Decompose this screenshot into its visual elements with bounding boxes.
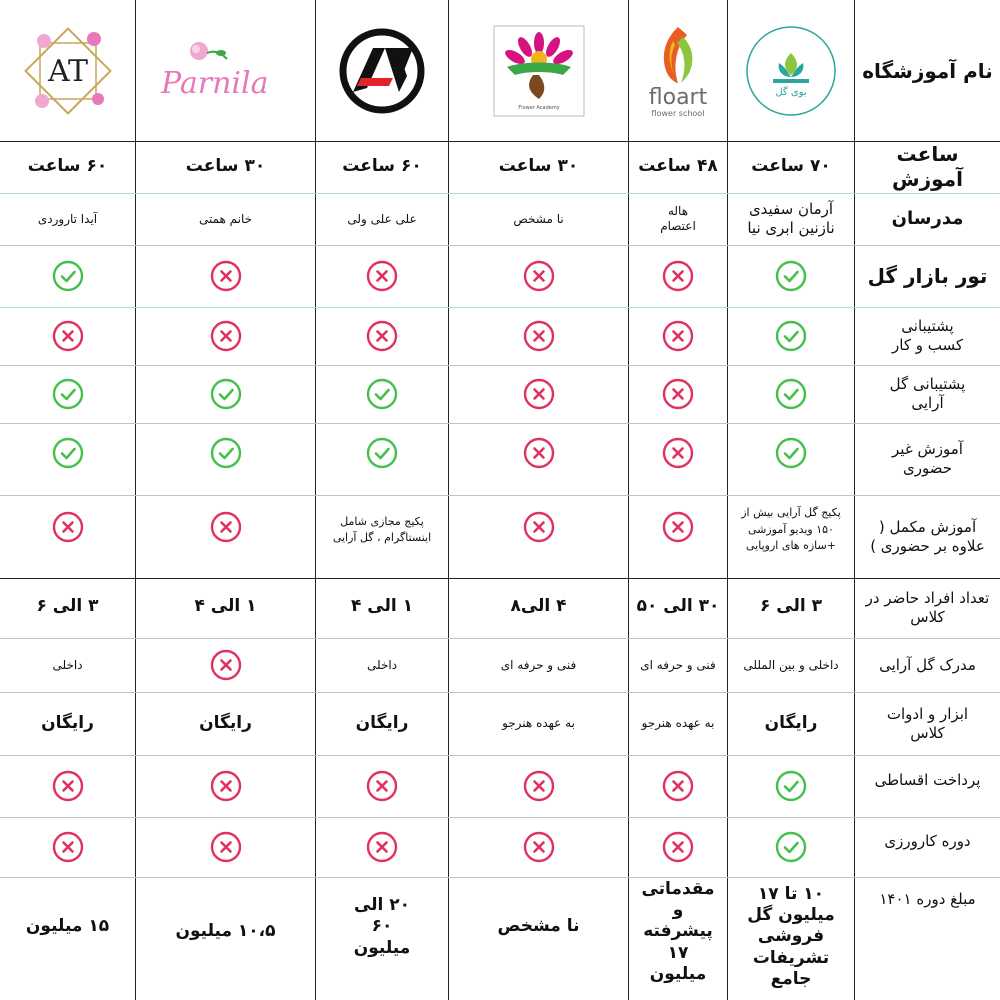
- status-cell: [449, 495, 628, 559]
- row-label-arrangement: پشتیبانی گل آرایی: [889, 375, 966, 412]
- cross-icon: [523, 437, 555, 469]
- status-cell: [629, 307, 727, 365]
- svg-text:بوی گل: بوی گل: [775, 86, 807, 98]
- status-cell: [629, 245, 727, 307]
- cross-icon: [662, 320, 694, 352]
- cross-icon: [366, 320, 398, 352]
- extra-cell: پکیج مجازی شامل اینستاگرام ، گل آرایی: [332, 514, 432, 544]
- svg-text:AT: AT: [47, 53, 88, 89]
- status-cell: [316, 423, 448, 483]
- status-cell: [316, 755, 448, 817]
- cross-icon: [210, 770, 242, 802]
- price-cell: نا مشخص: [497, 916, 580, 937]
- check-icon: [52, 437, 84, 469]
- price-cell: ۲۰ الی ۶۰ میلیون: [353, 895, 411, 958]
- row-label-hours: ساعت آموزش: [892, 142, 963, 191]
- row-label-extra: آموزش مکمل ( علاوه بر حضوری ): [870, 517, 985, 555]
- status-cell: [449, 365, 628, 423]
- check-icon: [210, 437, 242, 469]
- status-cell: [316, 817, 448, 877]
- price-cell: ۱۰ تا ۱۷ میلیون گل فروشی تشریفات جامع: [747, 883, 835, 989]
- row-label-certificate: مدرک گل آرایی: [879, 655, 976, 674]
- cross-icon: [366, 831, 398, 863]
- status-cell: [449, 307, 628, 365]
- status-cell: [316, 307, 448, 365]
- status-cell: [449, 423, 628, 483]
- hours-cell: ۶۰ ساعت: [27, 156, 108, 177]
- status-cell: [0, 307, 135, 365]
- teacher-cell: خانم همتی: [198, 211, 253, 226]
- status-cell: [629, 817, 727, 877]
- status-cell: [728, 755, 854, 817]
- status-cell: [449, 817, 628, 877]
- check-icon: [775, 378, 807, 410]
- tools-cell: به عهده هنرجو: [641, 716, 715, 730]
- row-label-online: آموزش غیر حضوری: [892, 440, 963, 477]
- cross-icon: [523, 511, 555, 543]
- status-cell: [728, 423, 854, 483]
- status-cell: [728, 245, 854, 307]
- status-cell: [728, 365, 854, 423]
- check-icon: [775, 831, 807, 863]
- tools-cell: رایگان: [764, 712, 818, 733]
- cross-icon: [52, 511, 84, 543]
- row-label-people: تعداد افراد حاضر در کلاس: [865, 589, 990, 626]
- check-icon: [210, 378, 242, 410]
- certificate-cell: داخلی: [52, 657, 83, 672]
- hours-cell: ۳۰ ساعت: [498, 156, 579, 177]
- row-label-business: پشتیبانی کسب و کار: [892, 317, 963, 354]
- check-icon: [775, 437, 807, 469]
- status-cell: [629, 423, 727, 483]
- cross-icon: [662, 378, 694, 410]
- status-cell: [316, 365, 448, 423]
- certificate-cell: داخلی: [366, 657, 398, 672]
- floart-logo: [629, 0, 727, 141]
- av-logo: [316, 0, 448, 141]
- extra-cell: پکیج گل آرایی بیش از ۱۵۰ ویدیو آموزشی +سازه های اروپایی: [741, 506, 841, 553]
- teacher-cell: آیدا تاروردی: [37, 211, 98, 226]
- people-cell: ۱ الی ۴: [194, 596, 257, 616]
- check-icon: [366, 378, 398, 410]
- status-cell: [0, 423, 135, 483]
- teacher-cell: نا مشخص: [513, 211, 564, 226]
- certificate-cell: داخلی و بین المللی: [743, 657, 839, 672]
- cross-icon: [210, 649, 242, 681]
- status-cell: [449, 755, 628, 817]
- cross-icon: [523, 320, 555, 352]
- status-cell: [136, 423, 315, 483]
- hours-cell: ۷۰ ساعت: [751, 156, 831, 177]
- status-cell: [0, 365, 135, 423]
- check-icon: [775, 320, 807, 352]
- status-cell: [136, 755, 315, 817]
- check-icon: [775, 260, 807, 292]
- cross-icon: [366, 770, 398, 802]
- status-cell: [136, 307, 315, 365]
- svg-text:Flower Academy: Flower Academy: [517, 104, 560, 111]
- teacher-cell: آرمان سفیدی نازنین ابری نیا: [747, 200, 835, 237]
- cross-icon: [662, 831, 694, 863]
- status-cell: [0, 817, 135, 877]
- cross-icon: [52, 831, 84, 863]
- at-logo: [0, 0, 135, 141]
- cross-icon: [52, 320, 84, 352]
- cross-icon: [52, 770, 84, 802]
- price-cell: ۱۵ میلیون: [25, 916, 110, 937]
- status-cell: [629, 365, 727, 423]
- check-icon: [52, 260, 84, 292]
- floart-subtitle: flower school: [651, 109, 705, 118]
- status-cell: [136, 245, 315, 307]
- status-cell: [629, 755, 727, 817]
- status-cell: [136, 365, 315, 423]
- cross-icon: [210, 260, 242, 292]
- cross-icon: [366, 260, 398, 292]
- people-cell: ۳۰ الی ۵۰: [636, 596, 720, 616]
- row-label-internship: دوره کارورزی: [884, 831, 971, 850]
- tools-cell: به عهده هنرجو: [502, 716, 575, 730]
- header-label: نام آموزشگاه: [862, 58, 993, 83]
- certificate-cell: فنی و حرفه ای: [640, 657, 716, 672]
- check-icon: [775, 770, 807, 802]
- cross-icon: [662, 770, 694, 802]
- price-cell: مقدماتی و پیشرفته ۱۷ میلیون: [641, 878, 715, 984]
- status-cell: [136, 495, 315, 559]
- booy-gol-logo: [728, 0, 854, 141]
- cross-icon: [523, 378, 555, 410]
- tools-cell: رایگان: [41, 712, 94, 733]
- status-cell: [136, 817, 315, 877]
- tools-cell: رایگان: [199, 712, 252, 733]
- floart-wordmark: floart: [648, 85, 708, 110]
- cross-icon: [662, 511, 694, 543]
- cross-icon: [523, 770, 555, 802]
- cross-icon: [662, 437, 694, 469]
- people-cell: ۳ الی ۶: [36, 596, 99, 616]
- row-label-price: مبلغ دوره ۱۴۰۱: [879, 889, 976, 908]
- cross-icon: [210, 320, 242, 352]
- people-cell: ۴ الی۸: [510, 596, 567, 616]
- parnila-wordmark: Parnila: [160, 65, 268, 101]
- flower-academy-logo: [449, 0, 628, 141]
- status-cell: [136, 638, 315, 692]
- cross-icon: [523, 260, 555, 292]
- teacher-cell: علی علی ولی: [347, 211, 417, 226]
- status-cell: [316, 245, 448, 307]
- price-cell: ۱۰،۵ میلیون: [175, 921, 276, 942]
- row-label-tour: تور بازار گل: [867, 263, 988, 288]
- status-cell: [0, 755, 135, 817]
- hours-cell: ۴۸ ساعت: [638, 156, 718, 177]
- check-icon: [366, 437, 398, 469]
- status-cell: [629, 495, 727, 559]
- status-cell: [0, 245, 135, 307]
- status-cell: [728, 817, 854, 877]
- status-cell: [0, 495, 135, 559]
- row-label-tools: ابزار و ادوات کلاس: [886, 704, 969, 742]
- hours-cell: ۳۰ ساعت: [185, 156, 266, 177]
- parnila-logo: [136, 0, 315, 141]
- cross-icon: [210, 511, 242, 543]
- row-label-teachers: مدرسان: [891, 207, 964, 229]
- check-icon: [52, 378, 84, 410]
- teacher-cell: هاله اعتصام: [660, 204, 696, 233]
- status-cell: [728, 307, 854, 365]
- status-cell: [449, 245, 628, 307]
- cross-icon: [662, 260, 694, 292]
- people-cell: ۱ الی ۴: [350, 596, 414, 616]
- certificate-cell: فنی و حرفه ای: [500, 657, 577, 672]
- people-cell: ۳ الی ۶: [759, 596, 823, 616]
- tools-cell: رایگان: [355, 712, 409, 733]
- hours-cell: ۶۰ ساعت: [342, 156, 422, 177]
- row-label-installment: پرداخت اقساطی: [874, 770, 981, 789]
- cross-icon: [210, 831, 242, 863]
- cross-icon: [523, 831, 555, 863]
